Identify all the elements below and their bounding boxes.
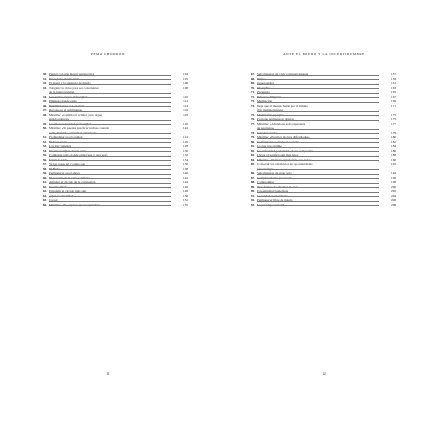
entry-number: 42. [42,81,47,85]
entry-title: Seis maneras de vivir compasivamente [257,72,309,76]
running-head: ANTE EL MIEDO Y LA INCERTIDUMBRE [283,52,365,56]
entry-number: 58. [42,166,47,171]
entry-page: 186 [391,148,396,153]
entry-title: El buen vacío [49,139,68,144]
entry-title: Disciplina [257,85,271,90]
entry-number: 73. [250,99,255,103]
entry-page: 192 [391,162,396,166]
entry-page: 108 [183,85,188,90]
entry-number: 92. [250,198,255,202]
entry-title: Lo que nos oprime [257,144,282,148]
entry-title: La paradoja esencial [257,202,285,207]
entry-page: 128 [183,144,188,148]
entry-title: Permanecer libre de miedo [257,198,293,202]
entry-title: Esfuerzo diligente [257,94,282,99]
entry-number: 71. [250,90,255,94]
toc-list [38,72,188,207]
entry-page: 124 [183,135,188,139]
entry-title: Estar justo donde estás [49,76,80,81]
entry-number: 68. [250,76,255,81]
entry-page: 112 [183,99,188,103]
toc-entry [246,104,396,113]
entry-page: 180 [391,135,396,139]
entry-page: 155 [183,202,188,207]
entry-page: 196 [391,175,396,180]
entry-title: Llevar el tonglen aún más lejos [257,153,299,157]
entry-number: 51. [42,135,47,139]
entry-page: 130 [183,148,188,153]
entry-number: 41. [42,76,47,81]
entry-number: 79. [250,135,255,139]
entry-title: Practica tonglen donde estés [49,148,87,153]
entry-number: 80. [250,139,255,144]
entry-title: Seis maneras de estar solo [257,171,292,175]
entry-title: Máxima: «Cambia tu actitud, pero sigue siendo natural» [49,112,103,121]
entry-number: 55. [42,153,47,157]
running-head: PEMA CHÖDRÖN [90,52,126,56]
entry-number: 45. [42,99,47,103]
entry-title: Las cuatro etapas del tonglen [49,94,88,99]
entry-title: Ve las cosas tal y como son [49,162,86,166]
entry-page: 171 [391,103,396,108]
entry-page: 132 [183,153,188,157]
entry-number: 84. [250,157,255,162]
toc-entry [38,113,188,122]
entry-number: 44. [42,94,47,99]
entry-page: 122 [183,126,188,130]
entry-number: 59. [42,171,47,175]
entry-title: Ampliar el círculo de la compasión [49,180,96,184]
entry-title: Soledad serena [257,130,277,135]
entry-page: 165 [391,90,396,94]
entry-title: Máxima: «Si puedes practicar incluso cuando estás distraído, estás bien entrenado» [49,126,110,135]
entry-number: 81. [250,144,255,148]
entry-title: Deja que el mundo hable por sí mismo (No malinterpretes) [257,103,309,112]
entry-title: Incomodidad [49,184,67,189]
entry-number: 67. [250,72,255,76]
entry-number: 86. [250,171,255,175]
entry-title: Paciencia [257,90,270,94]
entry-page: 182 [391,139,396,144]
entry-page: 208 [391,202,396,207]
entry-page: 138 [183,166,188,171]
toc-entry [38,126,188,135]
entry-number: 90. [250,189,255,193]
entry-title: Permanecer en el ahora [49,171,80,175]
entry-number: 43. [42,85,47,90]
entry-number: 60. [42,175,47,180]
entry-page: 175 [391,117,396,121]
entry-page: 152 [183,198,188,202]
entry-page: 184 [391,144,396,148]
page-number: 11 [106,372,110,376]
entry-title: Comunicarnos desde el corazón [257,139,300,144]
toc-entry [38,86,188,95]
entry-title: Máxima: «Siéntete agradecido con todos» [257,157,313,162]
entry-page: 194 [391,171,396,175]
entry-title: Tonglen: la clave para ser conscientes de la interconexión [49,85,99,94]
entry-title: Generosidad [257,81,274,85]
entry-number: 87. [250,175,255,180]
right-page [216,0,432,432]
entry-title: Propone permanecer abierto [257,117,295,121]
entry-page: 188 [391,153,396,157]
entry-number: 56. [42,157,47,162]
entry-number: 54. [42,148,47,153]
entry-page: 140 [183,171,188,175]
entry-title: Reconocer el sufrimiento [49,108,83,112]
entry-title: El Buda [49,166,60,171]
entry-title: Tres formas de afrontar el caos [257,184,298,189]
entry-title: Ecuanimidad inmediata [257,189,289,193]
entry-page: 110 [183,94,188,99]
entry-number: 85. [250,162,255,166]
entry-page: 167 [391,94,396,99]
entry-number: 53. [42,144,47,148]
entry-page: 206 [391,198,396,202]
entry-number: 57. [42,162,47,166]
entry-title: Convertir los obstáculos en oportunidades para indagar [257,162,313,171]
entry-page: 204 [391,193,396,198]
entry-page: 126 [183,139,188,144]
entry-title: La amorosa bondad y el tonglen [49,121,92,126]
entry-page: 105 [183,76,188,81]
entry-number: 78. [250,130,255,135]
entry-page: 202 [391,189,396,193]
entry-page: 118 [183,112,188,117]
entry-page: 179 [391,130,396,135]
entry-number: 65. [42,198,47,202]
entry-page: 157 [391,72,396,76]
entry-title: Prajna [257,76,266,81]
entry-title: Compromiso [257,180,275,184]
entry-page: 200 [391,184,396,189]
entry-page: 173 [391,112,396,117]
entry-title: Expandir el círculo más aún [49,189,86,193]
entry-page: 198 [391,180,396,184]
entry-title: Comienza justo donde estás (una y otra vez) [49,153,108,157]
entry-page: 106 [183,81,188,85]
entry-title: Meditación [257,99,273,103]
toc-list [246,72,396,207]
entry-number: 75. [250,112,255,117]
entry-title: Completamente procesado [257,175,293,180]
entry-title: Pensar con una mayor perspectiva [49,72,95,76]
entry-title: Profundizar en el tonglen [49,135,83,139]
entry-page: 114 [183,103,188,108]
entry-number: 50. [42,126,47,130]
entry-page: 150 [183,193,188,198]
entry-title: Crecer [49,198,58,202]
entry-page: 144 [183,180,188,184]
entry-number: 72. [250,94,255,99]
entry-number: 82. [250,148,255,153]
entry-number: 66. [42,202,47,207]
entry-page: 142 [183,175,188,180]
entry-number: 69. [250,81,255,85]
entry-title: ¿Qué es el karma? [49,193,74,198]
entry-number: 62. [42,184,47,189]
toc-entry [246,203,396,208]
entry-page: 159 [391,76,396,81]
entry-number: 89. [250,184,255,189]
entry-page: 177 [391,121,396,126]
entry-number: 70. [250,85,255,90]
entry-number: 64. [42,193,47,198]
entry-title: Familiarizarse con el ansia [49,103,85,108]
entry-title: Los tres venenos [49,144,72,148]
entry-number: 49. [42,121,47,126]
entry-page: 148 [183,189,188,193]
entry-number: 63. [42,189,47,193]
entry-page: 190 [391,157,396,162]
entry-page: 116 [183,108,188,112]
entry-page: 169 [391,99,396,103]
toc-entry [246,162,396,171]
entry-page: 104 [183,72,188,76]
entry-number: 88. [250,180,255,184]
entry-page: 146 [183,184,188,189]
entry-number: 61. [42,180,47,184]
entry-page: 134 [183,157,188,162]
entry-page: 163 [391,85,396,90]
entry-title: Máxima: «Abandona toda esperanza de progreso» [257,121,306,130]
entry-number: 46. [42,103,47,108]
toc-entry [38,203,188,208]
entry-number: 83. [250,153,255,157]
toc-entry [246,122,396,131]
entry-title: Meditación y prajna [257,112,284,117]
entry-number: 93. [250,202,255,207]
entry-number: 74. [250,103,255,108]
entry-number: 40. [42,72,47,76]
entry-number: 77. [250,121,255,126]
entry-title: El ángel y la ausencia de miedo [49,81,91,85]
entry-title: Empieza donde estás [49,99,77,103]
entry-number: 48. [42,112,47,117]
page-number: 12 [322,372,326,376]
entry-page: 136 [183,162,188,166]
entry-title: La curiosidad y el círculo de la compasión [257,148,313,153]
entry-page: 120 [183,121,188,126]
entry-title: La verdad es incómoda [257,193,288,198]
entry-title: Siente la vida [49,157,67,162]
entry-title: Máxima: «Practica las tres dificultades» [257,135,310,139]
entry-number: 52. [42,139,47,144]
entry-number: 76. [250,117,255,121]
entry-page: 161 [391,81,396,85]
entry-title: Máxima: «No esperes que te aplaudan» [49,202,102,207]
entry-number: 91. [250,193,255,198]
entry-title: El corazón de la vida cotidiana [49,175,90,180]
entry-number: 47. [42,108,47,112]
